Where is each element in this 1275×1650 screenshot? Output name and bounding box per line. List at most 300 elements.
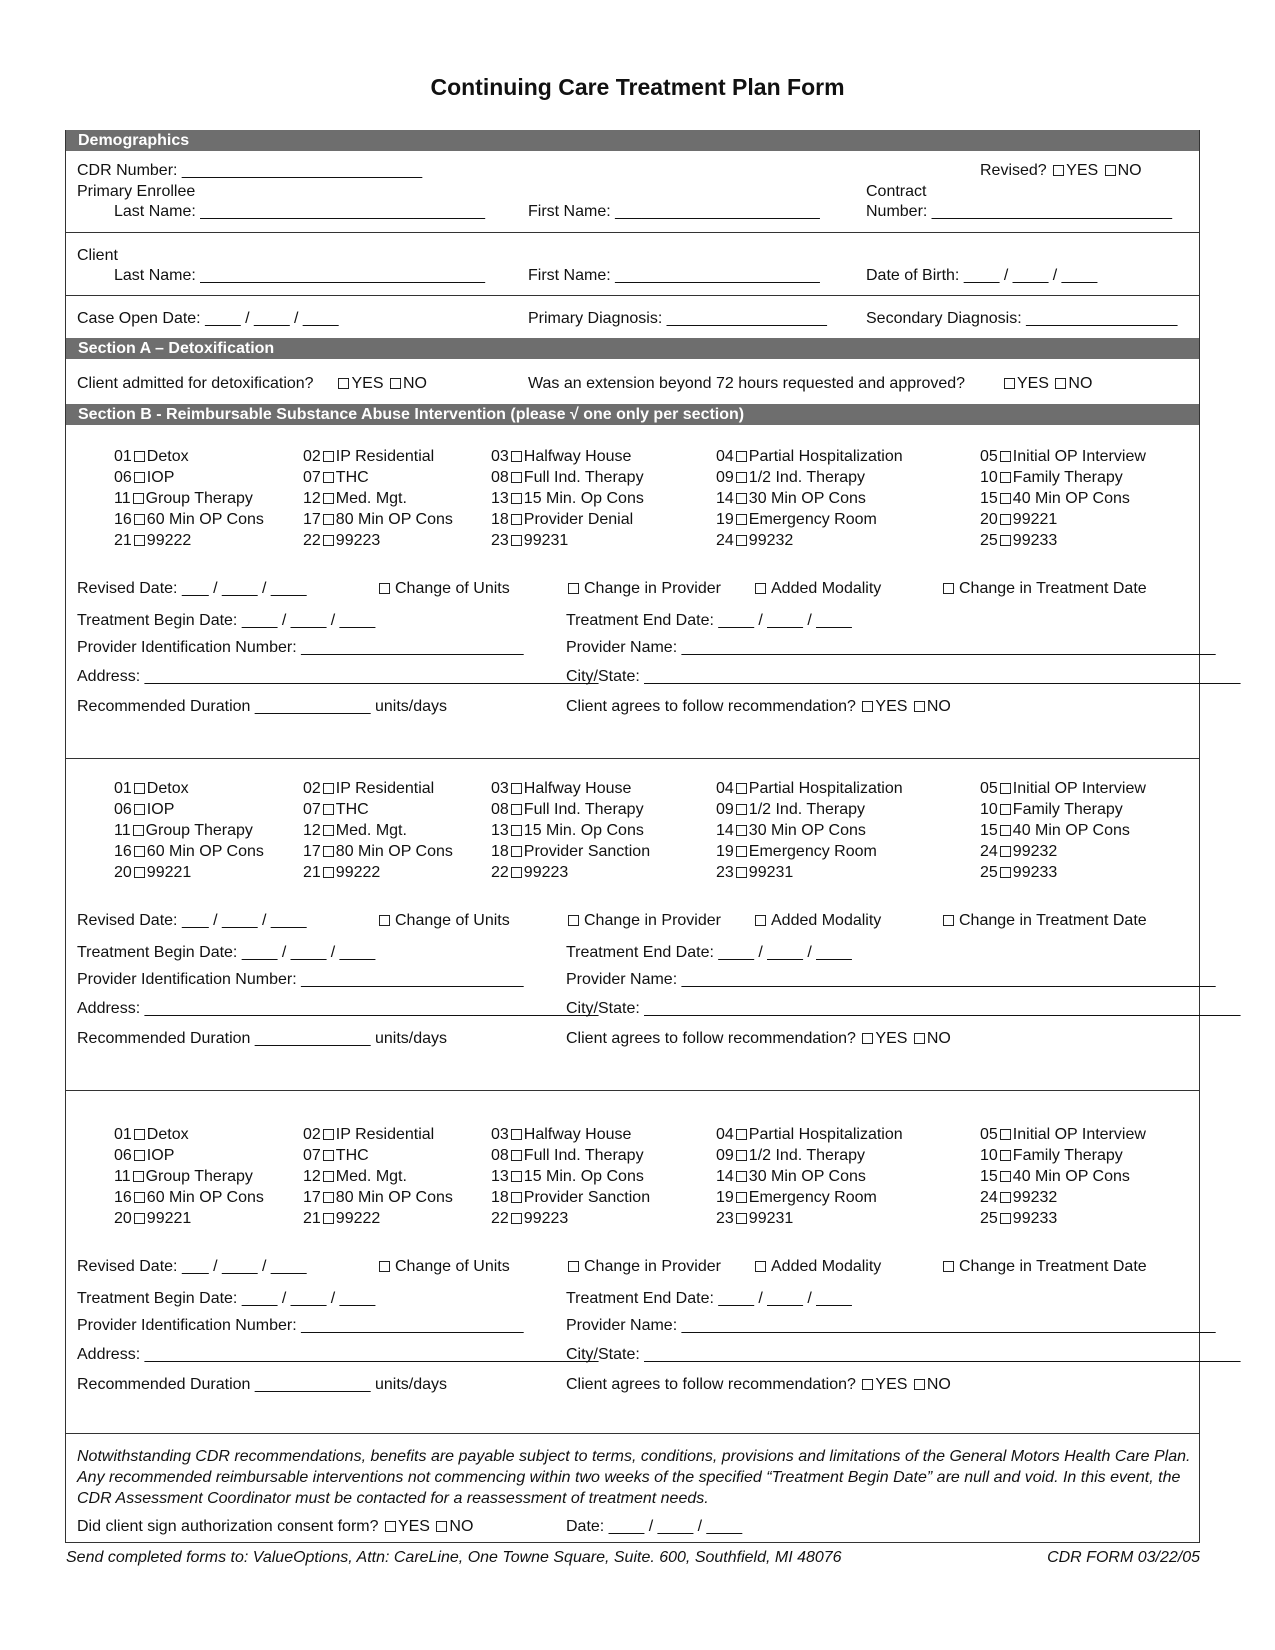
option-label: Emergency Room [748,1189,877,1206]
intervention-option[interactable] [114,821,253,841]
option-checkbox[interactable] [736,1213,747,1224]
option-code: 08 [491,469,509,486]
intervention-option[interactable] [980,800,1123,820]
option-checkbox[interactable] [323,1213,334,1224]
option-code: 24 [716,532,734,549]
option-label: 80 Min OP Cons [335,1189,453,1206]
added-modality[interactable] [753,579,881,599]
intervention-option[interactable] [114,468,174,488]
divider [66,1090,1199,1091]
option-checkbox[interactable] [323,825,334,836]
client-first-name-field[interactable]: First Name: _______________________ [528,267,820,284]
intervention-option[interactable] [114,842,264,862]
option-checkbox[interactable] [323,1129,334,1140]
option-checkbox[interactable] [323,472,334,483]
option-checkbox[interactable] [134,451,145,462]
option-checkbox[interactable] [323,493,334,504]
option-checkbox[interactable] [1000,1171,1011,1182]
option-code: 04 [716,448,734,465]
option-checkbox[interactable] [134,783,145,794]
city-state-field[interactable]: City/State: ___________________________________________________________________ [566,1000,1241,1017]
intervention-option[interactable] [980,779,1146,799]
client-agrees-question [566,1029,951,1049]
change-in-treatment-date-label: Change in Treatment Date [959,1258,1147,1275]
added-modality[interactable] [753,911,881,931]
option-code: 21 [303,864,321,881]
treatment-end-date-field[interactable]: Treatment End Date: ____ / ____ / ____ [566,944,852,961]
primary-diagnosis-field[interactable]: Primary Diagnosis: __________________ [528,310,827,327]
option-checkbox[interactable] [323,451,334,462]
divider [66,758,1199,759]
intervention-option[interactable] [303,1146,369,1166]
intervention-option[interactable] [716,1125,903,1145]
change-in-provider-checkbox[interactable] [568,1261,579,1272]
change-in-treatment-date-checkbox[interactable] [943,583,954,594]
option-label: 1/2 Ind. Therapy [748,801,866,818]
option-checkbox[interactable] [736,846,747,857]
option-checkbox[interactable] [511,1171,522,1182]
change-in-treatment-date[interactable] [941,1257,1147,1277]
intervention-option[interactable] [491,821,644,841]
intervention-option[interactable] [491,510,633,530]
option-label: Halfway House [523,448,632,465]
change-of-units-checkbox[interactable] [379,583,390,594]
client-agrees-no-checkbox[interactable] [914,1379,925,1390]
intervention-option[interactable] [114,489,253,509]
option-checkbox[interactable] [511,1129,522,1140]
option-code: 04 [716,780,734,797]
option-checkbox[interactable] [1000,804,1011,815]
contract-label: Contract [866,183,927,200]
intervention-option[interactable] [303,531,380,551]
option-checkbox[interactable] [134,1213,145,1224]
option-checkbox[interactable] [736,1171,747,1182]
option-checkbox[interactable] [1000,535,1011,546]
option-label: 30 Min OP Cons [748,822,866,839]
client-agrees-yes-checkbox[interactable] [862,1033,873,1044]
option-code: 18 [491,1189,509,1206]
option-label: Provider Sanction [523,843,651,860]
address-field[interactable]: Address: ___________________________________________________ [77,1000,599,1017]
revised-date-field[interactable]: Revised Date: ___ / ____ / ____ [77,912,307,929]
option-checkbox[interactable] [323,846,334,857]
change-in-provider[interactable] [566,579,721,599]
option-code: 13 [491,1168,509,1185]
detox-admitted-yes-checkbox[interactable] [338,378,349,389]
revised-no-label: NO [1117,162,1142,179]
option-checkbox[interactable] [133,825,144,836]
intervention-option[interactable] [114,863,191,883]
intervention-option[interactable] [980,447,1146,467]
intervention-option[interactable] [491,800,644,820]
intervention-option[interactable] [491,1125,631,1145]
intervention-option[interactable] [491,779,631,799]
address-field[interactable]: Address: ___________________________________________________ [77,668,599,685]
option-code: 02 [303,1126,321,1143]
option-label: IP Residential [335,1126,435,1143]
option-checkbox[interactable] [736,472,747,483]
option-checkbox[interactable] [511,846,522,857]
option-checkbox[interactable] [1000,1213,1011,1224]
no-label: NO [926,698,951,715]
option-checkbox[interactable] [134,1192,145,1203]
intervention-option[interactable] [491,842,650,862]
intervention-option[interactable] [491,1188,650,1208]
option-checkbox[interactable] [511,472,522,483]
option-label: Full Ind. Therapy [523,1147,644,1164]
option-label: Group Therapy [145,490,253,507]
intervention-option[interactable] [114,447,189,467]
change-in-treatment-date-checkbox[interactable] [943,915,954,926]
intervention-option[interactable] [980,821,1130,841]
enrollee-first-name-field[interactable]: First Name: _______________________ [528,203,820,220]
option-code: 07 [303,801,321,818]
intervention-option[interactable] [980,1188,1057,1208]
option-checkbox[interactable] [736,493,747,504]
option-checkbox[interactable] [1000,825,1011,836]
intervention-option[interactable] [716,800,865,820]
option-label: Detox [146,780,189,797]
option-checkbox[interactable] [134,1129,145,1140]
option-code: 24 [980,843,998,860]
option-label: 60 Min OP Cons [146,511,264,528]
option-code: 09 [716,1147,734,1164]
option-label: 15 Min. Op Cons [523,1168,644,1185]
option-checkbox[interactable] [134,1150,145,1161]
consent-question [77,1517,473,1537]
option-checkbox[interactable] [511,493,522,504]
change-of-units-label: Change of Units [395,1258,510,1275]
change-in-provider-checkbox[interactable] [568,915,579,926]
change-of-units-checkbox[interactable] [379,915,390,926]
option-label: 40 Min OP Cons [1012,1168,1130,1185]
enrollee-last-name-field[interactable]: Last Name: ________________________________ [114,203,486,220]
option-code: 11 [114,490,131,507]
option-label: 1/2 Ind. Therapy [748,469,866,486]
option-checkbox[interactable] [133,493,144,504]
revised-question [980,161,1142,181]
change-of-units-checkbox[interactable] [379,1261,390,1272]
intervention-option[interactable] [303,842,453,862]
added-modality[interactable] [753,1257,881,1277]
provider-name-field[interactable]: Provider Name: ____________________________________________________________ [566,1317,1216,1334]
intervention-option[interactable] [491,1209,568,1229]
option-checkbox[interactable] [1000,451,1011,462]
change-in-treatment-date[interactable] [941,911,1147,931]
change-in-treatment-date[interactable] [941,579,1147,599]
intervention-option[interactable] [303,489,407,509]
option-checkbox[interactable] [1000,1129,1011,1140]
form-title: Continuing Care Treatment Plan Form [430,74,845,100]
intervention-option[interactable] [303,447,434,467]
revised-yes-checkbox[interactable] [1053,165,1064,176]
option-checkbox[interactable] [323,514,334,525]
intervention-option[interactable] [716,863,793,883]
option-checkbox[interactable] [133,1171,144,1182]
option-label: 30 Min OP Cons [748,490,866,507]
option-checkbox[interactable] [736,804,747,815]
detox-extension-question [528,374,1092,394]
intervention-option[interactable] [716,468,865,488]
intervention-option[interactable] [491,863,568,883]
option-checkbox[interactable] [323,867,334,878]
option-checkbox[interactable] [1000,514,1011,525]
option-checkbox[interactable] [323,804,334,815]
intervention-option[interactable] [491,489,644,509]
option-label: 99232 [1012,1189,1058,1206]
provider-name-field[interactable]: Provider Name: ____________________________________________________________ [566,639,1216,656]
provider-id-field[interactable]: Provider Identification Number: _________________________ [77,1317,524,1334]
option-checkbox[interactable] [736,783,747,794]
client-agrees-no-checkbox[interactable] [914,701,925,712]
intervention-option[interactable] [716,842,877,862]
city-state-field[interactable]: City/State: ___________________________________________________________________ [566,1346,1241,1363]
recommended-duration-field[interactable]: Recommended Duration _____________ units/days [77,698,448,715]
option-code: 20 [980,511,998,528]
intervention-option[interactable] [491,468,644,488]
intervention-option[interactable] [303,510,453,530]
intervention-option[interactable] [716,531,793,551]
option-label: Emergency Room [748,511,877,528]
intervention-option[interactable] [114,1146,174,1166]
option-code: 23 [716,864,734,881]
intervention-option[interactable] [491,1167,644,1187]
option-checkbox[interactable] [511,451,522,462]
option-checkbox[interactable] [511,514,522,525]
intervention-option[interactable] [980,510,1057,530]
option-label: Family Therapy [1012,1147,1123,1164]
option-code: 25 [980,864,998,881]
intervention-option[interactable] [980,863,1057,883]
detox-admitted-no-checkbox[interactable] [390,378,401,389]
treatment-end-date-field[interactable]: Treatment End Date: ____ / ____ / ____ [566,1290,852,1307]
option-code: 10 [980,469,998,486]
option-code: 13 [491,822,509,839]
case-open-date-field[interactable]: Case Open Date: ____ / ____ / ____ [77,310,339,327]
intervention-option[interactable] [491,447,631,467]
intervention-option[interactable] [980,842,1057,862]
consent-yes-checkbox[interactable] [385,1521,396,1532]
detox-extension-no-checkbox[interactable] [1055,378,1066,389]
option-checkbox[interactable] [1000,472,1011,483]
option-checkbox[interactable] [134,804,145,815]
revised-no-checkbox[interactable] [1105,165,1116,176]
option-checkbox[interactable] [736,1192,747,1203]
client-agrees-yes-checkbox[interactable] [862,701,873,712]
no-label: NO [926,1030,951,1047]
option-checkbox[interactable] [736,1150,747,1161]
change-of-units[interactable] [377,579,510,599]
option-checkbox[interactable] [323,535,334,546]
provider-id-field[interactable]: Provider Identification Number: _________________________ [77,971,524,988]
intervention-option[interactable] [716,1188,877,1208]
city-state-field[interactable]: City/State: ___________________________________________________________________ [566,668,1241,685]
form-id: CDR FORM 03/22/05 [1047,1549,1200,1566]
revised-date-field[interactable]: Revised Date: ___ / ____ / ____ [77,580,307,597]
option-code: 12 [303,822,321,839]
intervention-option[interactable] [114,510,264,530]
option-checkbox[interactable] [736,825,747,836]
option-code: 16 [114,1189,132,1206]
option-checkbox[interactable] [511,804,522,815]
option-code: 13 [491,490,509,507]
intervention-option[interactable] [716,447,903,467]
option-checkbox[interactable] [511,1213,522,1224]
option-checkbox[interactable] [1000,867,1011,878]
option-label: THC [335,801,369,818]
divider [66,295,1199,296]
option-checkbox[interactable] [323,1150,334,1161]
consent-date-field[interactable]: Date: ____ / ____ / ____ [566,1518,743,1535]
option-code: 17 [303,511,321,528]
option-checkbox[interactable] [511,867,522,878]
client-last-name-field[interactable]: Last Name: ________________________________ [114,267,486,284]
address-field[interactable]: Address: ___________________________________________________ [77,1346,599,1363]
intervention-option[interactable] [303,821,407,841]
option-code: 16 [114,511,132,528]
option-checkbox[interactable] [1000,846,1011,857]
change-in-treatment-date-checkbox[interactable] [943,1261,954,1272]
intervention-option[interactable] [716,489,866,509]
option-code: 12 [303,1168,321,1185]
option-checkbox[interactable] [134,472,145,483]
option-checkbox[interactable] [1000,783,1011,794]
option-checkbox[interactable] [511,1192,522,1203]
intervention-option[interactable] [980,1209,1057,1229]
intervention-option[interactable] [980,1167,1130,1187]
intervention-option[interactable] [980,489,1130,509]
option-label: Initial OP Interview [1012,1126,1146,1143]
option-checkbox[interactable] [736,867,747,878]
added-modality-label: Added Modality [771,1258,882,1275]
consent-no-checkbox[interactable] [436,1521,447,1532]
no-label: NO [926,1376,951,1393]
intervention-option[interactable] [980,1146,1123,1166]
option-checkbox[interactable] [736,451,747,462]
contract-number-field[interactable]: Number: ___________________________ [866,203,1173,220]
option-checkbox[interactable] [1000,493,1011,504]
change-of-units[interactable] [377,911,510,931]
option-checkbox[interactable] [1000,1150,1011,1161]
provider-id-field[interactable]: Provider Identification Number: _________________________ [77,639,524,656]
intervention-option[interactable] [303,1125,434,1145]
intervention-option[interactable] [716,1146,865,1166]
intervention-option[interactable] [303,1167,407,1187]
option-checkbox[interactable] [736,535,747,546]
option-label: 30 Min OP Cons [748,1168,866,1185]
option-code: 15 [980,822,998,839]
change-in-provider-checkbox[interactable] [568,583,579,594]
intervention-option[interactable] [716,510,877,530]
option-checkbox[interactable] [736,514,747,525]
added-modality-checkbox[interactable] [755,915,766,926]
intervention-option[interactable] [114,779,189,799]
change-in-provider[interactable] [566,911,721,931]
intervention-option[interactable] [716,1209,793,1229]
intervention-option[interactable] [303,1188,453,1208]
intervention-option[interactable] [980,1125,1146,1145]
intervention-option[interactable] [114,1209,191,1229]
option-checkbox[interactable] [511,1150,522,1161]
intervention-option[interactable] [491,531,568,551]
intervention-option[interactable] [716,821,866,841]
intervention-option[interactable] [303,1209,380,1229]
option-checkbox[interactable] [134,867,145,878]
option-checkbox[interactable] [323,783,334,794]
recommended-duration-field[interactable]: Recommended Duration _____________ units/days [77,1376,448,1393]
intervention-option[interactable] [716,1167,866,1187]
client-agrees-no-checkbox[interactable] [914,1033,925,1044]
option-label: 60 Min OP Cons [146,843,264,860]
intervention-option[interactable] [114,531,191,551]
option-code: 06 [114,1147,132,1164]
intervention-option[interactable] [114,1125,189,1145]
option-checkbox[interactable] [323,1192,334,1203]
intervention-option[interactable] [980,531,1057,551]
added-modality-label: Added Modality [771,580,882,597]
option-code: 10 [980,801,998,818]
change-in-provider-label: Change in Provider [584,580,721,597]
option-checkbox[interactable] [736,1129,747,1140]
change-of-units[interactable] [377,1257,510,1277]
option-checkbox[interactable] [511,535,522,546]
option-checkbox[interactable] [323,1171,334,1182]
option-code: 03 [491,780,509,797]
option-code: 08 [491,1147,509,1164]
option-checkbox[interactable] [134,535,145,546]
intervention-option[interactable] [303,863,380,883]
option-checkbox[interactable] [1000,1192,1011,1203]
cdr-number-field[interactable]: CDR Number: ___________________________ [77,162,423,179]
option-checkbox[interactable] [134,846,145,857]
change-in-provider[interactable] [566,1257,721,1277]
option-code: 03 [491,448,509,465]
intervention-option[interactable] [491,1146,644,1166]
provider-name-field[interactable]: Provider Name: ____________________________________________________________ [566,971,1216,988]
option-code: 03 [491,1126,509,1143]
client-agrees-yes-checkbox[interactable] [862,1379,873,1390]
revised-date-field[interactable]: Revised Date: ___ / ____ / ____ [77,1258,307,1275]
intervention-option[interactable] [716,779,903,799]
secondary-diagnosis-field[interactable]: Secondary Diagnosis: _________________ [866,310,1178,327]
option-label: 80 Min OP Cons [335,511,453,528]
intervention-option[interactable] [980,468,1123,488]
intervention-option[interactable] [114,1188,264,1208]
option-checkbox[interactable] [134,514,145,525]
intervention-option[interactable] [303,800,369,820]
intervention-option[interactable] [303,779,434,799]
treatment-begin-date-field[interactable]: Treatment Begin Date: ____ / ____ / ____ [77,944,376,961]
yes-label: YES [397,1518,430,1535]
option-checkbox[interactable] [511,783,522,794]
added-modality-checkbox[interactable] [755,583,766,594]
date-of-birth-field[interactable]: Date of Birth: ____ / ____ / ____ [866,267,1098,284]
intervention-option[interactable] [303,468,369,488]
no-label: NO [1068,375,1093,392]
detox-extension-yes-checkbox[interactable] [1004,378,1015,389]
intervention-option[interactable] [114,1167,253,1187]
option-code: 22 [491,864,509,881]
treatment-begin-date-field[interactable]: Treatment Begin Date: ____ / ____ / ____ [77,1290,376,1307]
option-checkbox[interactable] [511,825,522,836]
added-modality-checkbox[interactable] [755,1261,766,1272]
recommended-duration-field[interactable]: Recommended Duration _____________ units/days [77,1030,448,1047]
option-label: THC [335,469,369,486]
treatment-end-date-field[interactable]: Treatment End Date: ____ / ____ / ____ [566,612,852,629]
change-in-treatment-date-label: Change in Treatment Date [959,912,1147,929]
treatment-begin-date-field[interactable]: Treatment Begin Date: ____ / ____ / ____ [77,612,376,629]
intervention-option[interactable] [114,800,174,820]
